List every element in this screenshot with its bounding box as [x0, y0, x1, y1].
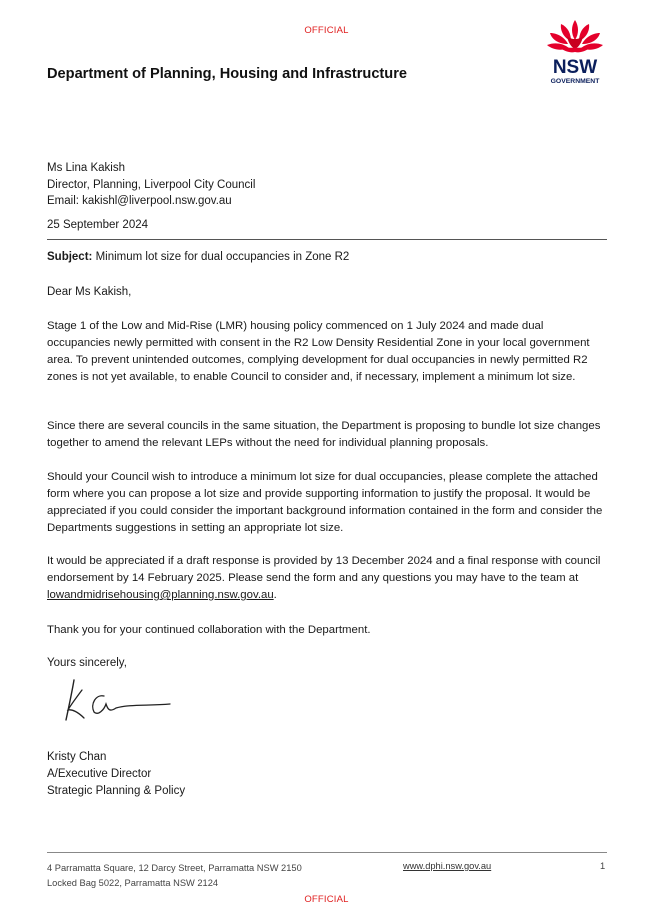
- recipient-email-line: [47, 193, 607, 210]
- paragraph-4-end: .: [273, 589, 277, 601]
- footer-divider: [47, 852, 607, 853]
- logo-text: NSW: [552, 57, 598, 78]
- signatory-name: Kristy Chan: [47, 751, 107, 763]
- subject-text: Minimum lot size for dual occupancies in Zone R2: [95, 251, 350, 263]
- security-marking-bottom: OFFICIAL: [304, 894, 349, 905]
- signatory-title: A/Executive Director: [47, 768, 152, 780]
- email-label: Email:: [47, 195, 79, 207]
- body-paragraph-1: Stage 1 of the Low and Mid-Rise (LMR) housing policy commenced on 1 July 2024 and made dual occupancies newly permitted with consent in the R2 Low Density Residential Zone in your local government area. To prevent unintended outcomes, complying development for dual occupancies in newly permitted R2 zones is not yet available, to enable Council to consider and, if necessary, implement a minimum lot size.: [47, 320, 590, 383]
- paragraph-3-rest: where you can propose a lot size and provide supporting information to justify the proposal. It would be appreciated if you could consider the important background information contained in the form and consider the Departments suggestions in setting an appropriate lot size.: [47, 488, 603, 534]
- logo-subtext: GOVERNMENT: [550, 78, 600, 85]
- recipient-title: Director, Planning, Liverpool City Council: [47, 178, 256, 191]
- handwritten-signature: [58, 676, 178, 726]
- footer-address-line-2: Locked Bag 5022, Parramatta NSW 2124: [47, 878, 219, 888]
- footer-website-link[interactable]: www.dphi.nsw.gov.au: [403, 861, 492, 871]
- recipient-name: Ms Lina Kakish: [47, 162, 125, 174]
- signatory-block: [47, 749, 607, 800]
- subject-label: Subject:: [47, 251, 93, 263]
- paragraph-3-lead: Should your Council wish to introduce a minimum lot size for dual occupancies, please complete the attached form: [47, 471, 598, 500]
- body-paragraph-4: [47, 553, 607, 604]
- recipient-block: [47, 160, 607, 210]
- page-number: 1: [600, 861, 606, 871]
- paragraph-4-text: It would be appreciated if a draft response is provided by 13 December 2024 and a final response with council endorsement by 14 February 2025. Please send the form and any questions you may have to the team at: [47, 555, 601, 584]
- salutation: Dear Ms Kakish,: [47, 286, 132, 298]
- footer-address-line-1: 4 Parramatta Square, 12 Darcy Street, Parramatta NSW 2150: [47, 863, 302, 873]
- team-email-link[interactable]: lowandmidrisehousing@planning.nsw.gov.au: [47, 589, 274, 601]
- subject-line: [47, 249, 607, 266]
- divider-top: [47, 239, 607, 240]
- letter-date: 25 September 2024: [47, 219, 149, 231]
- signatory-division: Strategic Planning & Policy: [47, 785, 186, 797]
- waratah-flower-icon: [547, 20, 603, 52]
- recipient-email: kakishl@liverpool.nsw.gov.au: [82, 195, 232, 207]
- body-paragraph-2: Since there are several councils in the same situation, the Department is proposing to bundle lot size changes together to amend the relevant LEPs without the need for individual planning proposals.: [47, 420, 601, 449]
- security-marking-top: OFFICIAL: [304, 25, 349, 36]
- body-paragraph-3: [47, 469, 607, 537]
- nsw-government-logo: [541, 14, 609, 90]
- footer-address: [47, 861, 302, 891]
- closing: Yours sincerely,: [47, 657, 127, 669]
- body-paragraph-5: Thank you for your continued collaboration with the Department.: [47, 624, 371, 636]
- department-title: Department of Planning, Housing and Infrastructure: [47, 66, 408, 82]
